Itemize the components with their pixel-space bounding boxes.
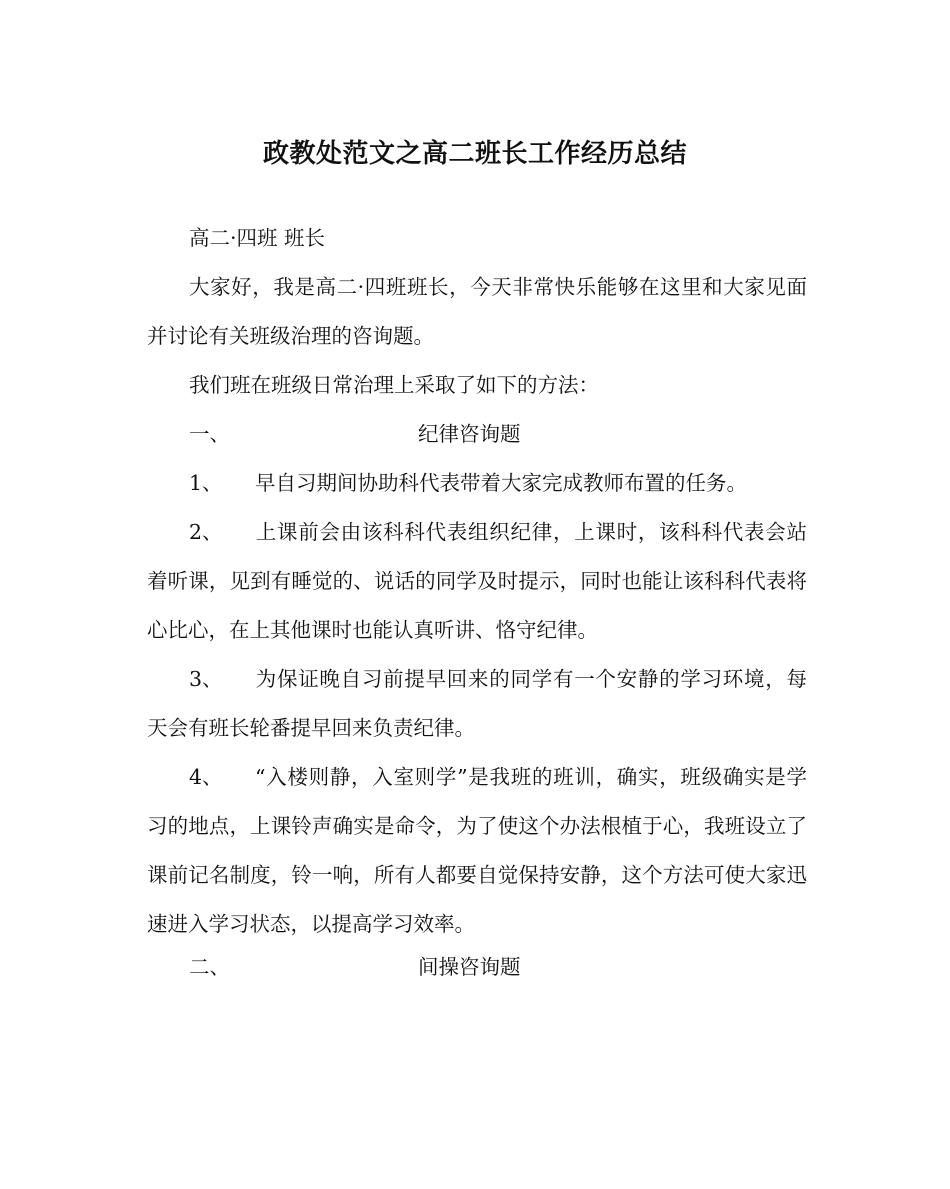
list-item [147,508,807,655]
section-number: 一、 [189,422,230,446]
item-text: 早自习期间协助科代表带着大家完成教师布置的任务。 [255,471,747,495]
item-number: 2、 [189,520,223,544]
section-heading-text: 纪律咨询题 [418,422,521,446]
item-number: 1、 [189,471,223,495]
byline: 高二·四班 班长 [189,226,326,250]
list-item [147,459,807,508]
item-number: 4、 [189,765,223,789]
section-1-heading [189,410,589,459]
item-text: “入楼则静，入室则学”是我班的班训，确实，班级确实是学习的地点，上课铃声确实是命令，为了使这个办法根植于心，我班设立了课前记名制度，铃一响，所有人都要自觉保持安静，这个方法可使大家迅速进入学习状态，以提高学习效率。 [147,765,807,936]
section-2-heading [189,943,589,992]
section-number: 二、 [189,955,230,979]
item-number: 3、 [189,667,223,691]
methods-intro: 我们班在班级日常治理上采取了如下的方法： [189,373,599,397]
section-heading-text: 间操咨询题 [418,955,521,979]
document-title: 政教处范文之高二班长工作经历总结 [262,139,687,169]
list-item [147,655,807,753]
list-item [147,753,807,949]
intro-paragraph: 大家好，我是高二·四班班长，今天非常快乐能够在这里和大家见面并讨论有关班级治理的咨询题。 [147,275,807,348]
item-text: 上课前会由该科科代表组织纪律，上课时，该科科代表会站着听课，见到有睡觉的、说话的同学及时提示，同时也能让该科科代表将心比心，在上其他课时也能认真听讲、恪守纪律。 [147,520,807,642]
item-text: 为保证晚自习前提早回来的同学有一个安静的学习环境，每天会有班长轮番提早回来负责纪律。 [147,667,807,740]
